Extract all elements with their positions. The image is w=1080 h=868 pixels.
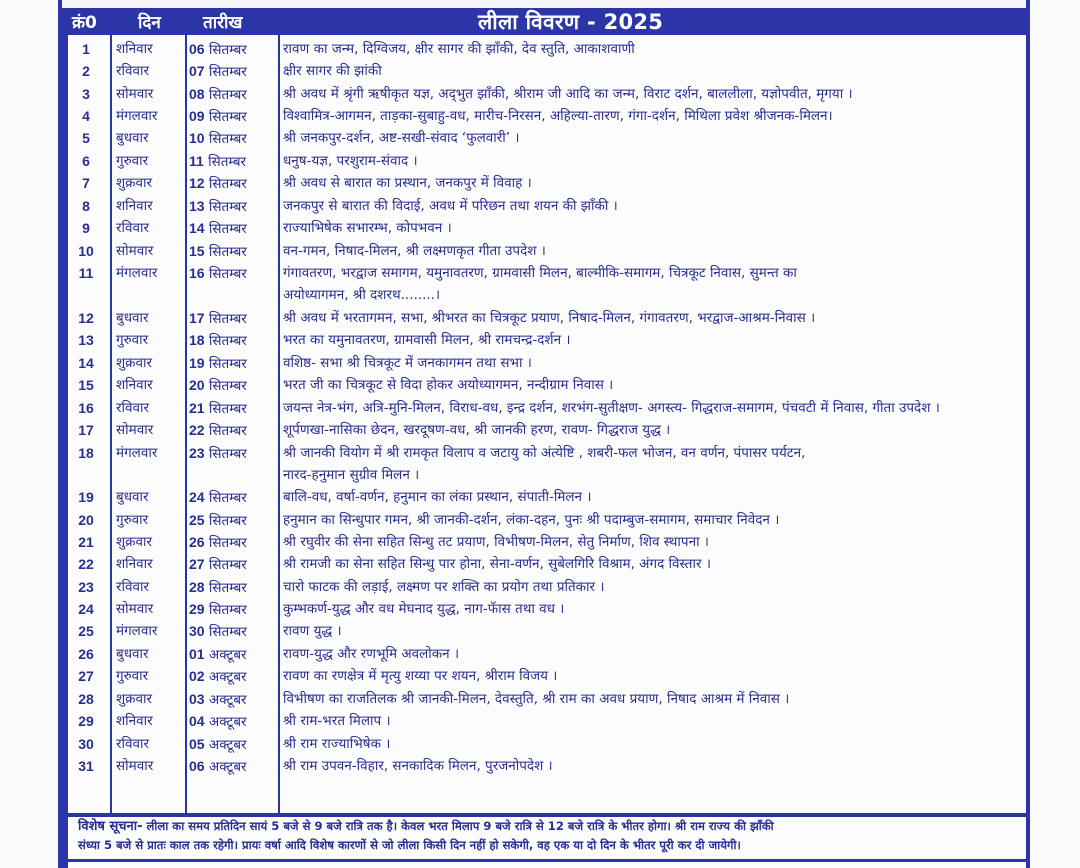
date-cell: 28 सितम्बर bbox=[189, 579, 247, 596]
date-cell: 08 सितम्बर bbox=[189, 86, 247, 103]
day-cell: रविवार bbox=[116, 400, 150, 416]
day-cell: शनिवार bbox=[116, 713, 153, 729]
day-cell: शुक्रवार bbox=[116, 355, 153, 371]
day-cell: गुरुवार bbox=[116, 153, 149, 169]
day-cell: शनिवार bbox=[116, 556, 153, 572]
date-cell: 05 अक्टूबर bbox=[189, 736, 247, 753]
date-cell: 19 सितम्बर bbox=[189, 355, 247, 372]
day-cell: गुरुवार bbox=[116, 668, 149, 684]
special-notice bbox=[68, 817, 1026, 859]
date-cell: 17 सितम्बर bbox=[189, 310, 247, 327]
day-cell: शनिवार bbox=[116, 377, 153, 393]
column-divider bbox=[110, 35, 112, 813]
date-cell: 10 सितम्बर bbox=[189, 130, 247, 147]
event-description: रावण का रणक्षेत्र में मृत्यु शय्या पर शयन, श्रीराम विजय । bbox=[283, 668, 558, 684]
serial-number: 6 bbox=[82, 153, 90, 169]
date-cell: 26 सितम्बर bbox=[189, 534, 247, 551]
serial-number: 3 bbox=[82, 86, 90, 102]
serial-number: 1 bbox=[82, 41, 90, 57]
serial-number: 9 bbox=[82, 220, 90, 236]
serial-number: 22 bbox=[78, 556, 94, 572]
serial-number: 26 bbox=[78, 646, 94, 662]
date-cell: 22 सितम्बर bbox=[189, 422, 247, 439]
day-cell: बुधवार bbox=[116, 646, 149, 662]
serial-number: 5 bbox=[82, 130, 90, 146]
serial-number: 23 bbox=[78, 579, 94, 595]
event-description: भरत का यमुनावतरण, ग्रामवासी मिलन, श्री रामचन्द्र-दर्शन । bbox=[283, 332, 571, 348]
event-description: श्री रामजी का सेना सहित सिन्धु पार होना, सेना-वर्णन, सुबेलगिरि विश्राम, अंगद विस्तार । bbox=[283, 556, 711, 572]
date-cell: 25 सितम्बर bbox=[189, 512, 247, 529]
event-description: हनुमान का सिन्धुपार गमन, श्री जानकी-दर्शन, लंका-दहन, पुनः श्री पदाम्बुज-समागम, समाचार निवेदन । bbox=[283, 512, 780, 528]
day-cell: रविवार bbox=[116, 736, 150, 752]
date-cell: 21 सितम्बर bbox=[189, 400, 247, 417]
serial-number: 28 bbox=[78, 691, 94, 707]
event-description: गंगावतरण, भरद्वाज समागम, यमुनावतरण, ग्रामवासी मिलन, बाल्मीकि-समागम, चित्रकूट निवास, सुमन्त का अयोध्यागमन, श्री दशरथ........। bbox=[283, 265, 797, 303]
event-description: भरत जी का चित्रकूट से विदा होकर अयोध्यागमन, नन्दीग्राम निवास । bbox=[283, 377, 614, 393]
date-cell: 15 सितम्बर bbox=[189, 243, 247, 260]
event-description: रावण का जन्म, दिग्विजय, क्षीर सागर की झाँकी, देव स्तुति, आकाशवाणी bbox=[283, 41, 635, 57]
date-cell: 20 सितम्बर bbox=[189, 377, 247, 394]
event-description: कुम्भकर्ण-युद्ध और वध मेघनाद युद्ध, नाग-फॅास तथा वध । bbox=[283, 601, 565, 617]
serial-number: 7 bbox=[82, 175, 90, 191]
event-description: श्री अवध में भरतागमन, सभा, श्रीभरत का चित्रकूट प्रयाण, निषाद-मिलन, गंगावतरण, भरद्वाज-आश्रम-निवास । bbox=[283, 310, 816, 326]
serial-number: 8 bbox=[82, 198, 90, 214]
event-description: क्षीर सागर की झांकी bbox=[283, 63, 382, 79]
serial-number: 11 bbox=[78, 265, 94, 281]
event-description: श्री राम उपवन-विहार, सनकादिक मिलन, पुरजनोपदेश । bbox=[283, 758, 553, 774]
serial-number: 14 bbox=[78, 355, 94, 371]
notice-label: विशेष सूचना- bbox=[78, 819, 143, 834]
serial-number: 12 bbox=[78, 310, 94, 326]
day-cell: सोमवार bbox=[116, 86, 154, 102]
event-description: वन-गमन, निषाद-मिलन, श्री लक्ष्मणकृत गीता उपदेश । bbox=[283, 243, 546, 259]
header-day: दिन bbox=[138, 13, 161, 33]
date-cell: 06 सितम्बर bbox=[189, 41, 247, 58]
day-cell: शनिवार bbox=[116, 198, 153, 214]
date-cell: 07 सितम्बर bbox=[189, 63, 247, 80]
page-title: लीला विवरण - 2025 bbox=[478, 10, 664, 34]
serial-number: 24 bbox=[78, 601, 94, 617]
date-cell: 09 सितम्बर bbox=[189, 108, 247, 125]
event-description: श्री जनकपुर-दर्शन, अष्ट-सखी-संवाद ‘फुलवारी’ । bbox=[283, 130, 520, 146]
day-cell: रविवार bbox=[116, 220, 150, 236]
day-cell: सोमवार bbox=[116, 601, 154, 617]
event-description: श्री रघुवीर की सेना सहित सिन्धु तट प्रयाण, विभीषण-मिलन, सेतु निर्माण, शिव स्थापना । bbox=[283, 534, 709, 550]
day-cell: सोमवार bbox=[116, 422, 154, 438]
day-cell: मंगलवार bbox=[116, 265, 158, 281]
date-cell: 13 सितम्बर bbox=[189, 198, 247, 215]
date-cell: 23 सितम्बर bbox=[189, 445, 247, 462]
date-cell: 24 सितम्बर bbox=[189, 489, 247, 506]
top-strip bbox=[62, 0, 1026, 8]
day-cell: सोमवार bbox=[116, 243, 154, 259]
event-description: धनुष-यज्ञ, परशुराम-संवाद । bbox=[283, 153, 418, 169]
date-cell: 11 सितम्बर bbox=[189, 153, 247, 170]
event-description: शूर्पणखा-नासिका छेदन, खरदूषण-वध, श्री जानकी हरण, रावण- गिद्धराज युद्ध । bbox=[283, 422, 671, 438]
event-description: श्री जानकी वियोग में श्री रामकृत विलाप व जटायु को अंत्येष्टि , शबरी-फल भोजन, वन वर्णन, पंपासर पर्यटन, नारद-हनुमान सुग्रीव मिलन । bbox=[283, 445, 806, 483]
header-serial: क्रं0 bbox=[72, 13, 97, 33]
serial-number: 29 bbox=[78, 713, 94, 729]
event-description: विश्वामित्र-आगमन, ताड़का-सुबाहु-वध, मारीच-निरसन, अहिल्या-तारण, गंगा-दर्शन, मिथिला प्रवेश श्रीजनक-मिलन। bbox=[283, 108, 833, 124]
serial-number: 20 bbox=[78, 512, 94, 528]
serial-number: 21 bbox=[78, 534, 94, 550]
serial-number: 13 bbox=[78, 332, 94, 348]
date-cell: 03 अक्टूबर bbox=[189, 691, 247, 708]
table-header bbox=[58, 8, 1030, 35]
serial-number: 16 bbox=[78, 400, 94, 416]
day-cell: शनिवार bbox=[116, 41, 153, 57]
serial-number: 25 bbox=[78, 623, 94, 639]
event-description: विभीषण का राजतिलक श्री जानकी-मिलन, देवस्तुति, श्री राम का अवध प्रयाण, निषाद आश्रम में निवास । bbox=[283, 691, 790, 707]
date-cell: 29 सितम्बर bbox=[189, 601, 247, 618]
serial-number: 18 bbox=[78, 445, 94, 461]
event-description: जनकपुर से बारात की विदाई, अवध में परिछन तथा शयन की झाँकी । bbox=[283, 198, 618, 214]
serial-number: 27 bbox=[78, 668, 94, 684]
event-description: रावण-युद्ध और रणभूमि अवलोकन । bbox=[283, 646, 460, 662]
event-description: श्री राम-भरत मिलाप । bbox=[283, 713, 391, 729]
day-cell: शुक्रवार bbox=[116, 691, 153, 707]
day-cell: मंगलवार bbox=[116, 445, 158, 461]
notice-line-1: विशेष सूचना- लीला का समय प्रतिदिन सायं 5 बजे से 9 बजे रात्रि तक है। केवल भरत मिलाप 9 बजे रात्रि से 12 बजे रात्रि के भीतर होगा। श्री राम राज्य की झाँकी bbox=[78, 819, 774, 834]
serial-number: 2 bbox=[82, 63, 90, 79]
date-cell: 30 सितम्बर bbox=[189, 623, 247, 640]
event-description: बालि-वध, वर्षा-वर्णन, हनुमान का लंका प्रस्थान, संपाती-मिलन । bbox=[283, 489, 592, 505]
date-cell: 02 अक्टूबर bbox=[189, 668, 247, 685]
schedule-table bbox=[68, 35, 1026, 813]
day-cell: शुक्रवार bbox=[116, 534, 153, 550]
event-description: वशिष्ठ- सभा श्री चित्रकूट में जनकागमन तथा सभा । bbox=[283, 355, 532, 371]
day-cell: बुधवार bbox=[116, 489, 149, 505]
date-cell: 04 अक्टूबर bbox=[189, 713, 247, 730]
date-cell: 18 सितम्बर bbox=[189, 332, 247, 349]
event-description: श्री राम राज्याभिषेक । bbox=[283, 736, 391, 752]
serial-number: 15 bbox=[78, 377, 94, 393]
serial-number: 10 bbox=[78, 243, 94, 259]
event-description: राज्याभिषेक सभारम्भ, कोपभवन । bbox=[283, 220, 452, 236]
event-description: श्री अवध में श्रृंगी ऋषीकृत यज्ञ, अद्‌भुत झाँकी, श्रीराम जी आदि का जन्म, विराट दर्शन, बाललीला, यज्ञोपवीत, मृगया । bbox=[283, 86, 853, 102]
event-description: जयन्त नेत्र-भंग, अत्रि-मुनि-मिलन, विराध-वध, इन्द्र दर्शन, शरभंग-सुतीक्षण- अगस्त्य- गिद्धराज-समागम, पंचवटी में निवास, गीता उपदेश । bbox=[283, 400, 940, 416]
day-cell: रविवार bbox=[116, 63, 150, 79]
date-cell: 01 अक्टूबर bbox=[189, 646, 247, 663]
serial-number: 4 bbox=[82, 108, 90, 124]
event-description: रावण युद्ध । bbox=[283, 623, 342, 639]
day-cell: शुक्रवार bbox=[116, 175, 153, 191]
serial-number: 19 bbox=[78, 489, 94, 505]
date-cell: 06 अक्टूबर bbox=[189, 758, 247, 775]
date-cell: 16 सितम्बर bbox=[189, 265, 247, 282]
event-description: चारो फाटक की लड़ाई, लक्ष्मण पर शक्ति का प्रयोग तथा प्रतिकार । bbox=[283, 579, 605, 595]
notice-line-2: संध्या 5 बजे से प्रातः काल तक रहेगी। प्रायः वर्षा आदि विशेष कारणों से जो लीला किसी दिन नहीं हो सकेगी, वह एक या दो दिन के भीतर पूरी कर दी जायेगी। bbox=[78, 838, 741, 852]
day-cell: मंगलवार bbox=[116, 108, 158, 124]
day-cell: रविवार bbox=[116, 579, 150, 595]
date-cell: 27 सितम्बर bbox=[189, 556, 247, 573]
serial-number: 30 bbox=[78, 736, 94, 752]
bottom-margin bbox=[68, 862, 1026, 868]
day-cell: मंगलवार bbox=[116, 623, 158, 639]
event-description: श्री अवध से बारात का प्रस्थान, जनकपुर में विवाह । bbox=[283, 175, 532, 191]
day-cell: गुरुवार bbox=[116, 332, 149, 348]
serial-number: 31 bbox=[78, 758, 94, 774]
day-cell: बुधवार bbox=[116, 310, 149, 326]
day-cell: बुधवार bbox=[116, 130, 149, 146]
header-date: तारीख bbox=[203, 13, 243, 33]
date-cell: 12 सितम्बर bbox=[189, 175, 247, 192]
day-cell: सोमवार bbox=[116, 758, 154, 774]
serial-number: 17 bbox=[78, 422, 94, 438]
day-cell: गुरुवार bbox=[116, 512, 149, 528]
date-cell: 14 सितम्बर bbox=[189, 220, 247, 237]
